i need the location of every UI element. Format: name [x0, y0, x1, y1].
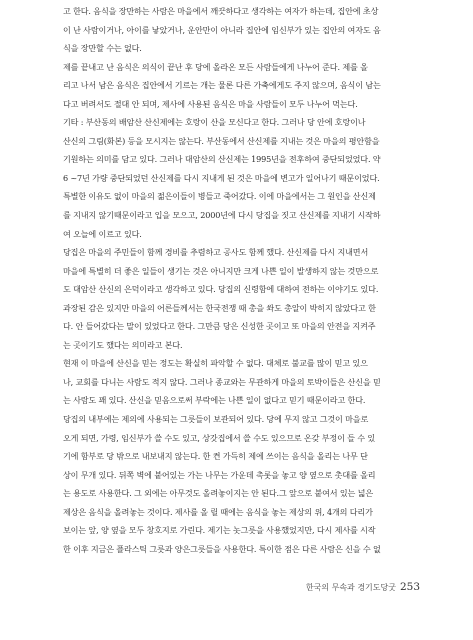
body-line: 특별한 이유도 없이 마을의 젊은이들이 병들고 죽어갔다. 이에 마을에서는 그 원인을 산신제 — [63, 191, 376, 202]
body-line: 과장된 감은 있지만 마을의 어른들께서는 한국전쟁 때 총을 쏴도 총알이 박히지 않았다고 한 — [63, 302, 376, 313]
body-line: 마을에 특별히 더 좋은 일들이 생기는 것은 아니지만 크게 나쁜 일이 발생하지 않는 것만으로 — [63, 265, 379, 276]
body-line: 제를 끝내고 난 음식은 의식이 끝난 후 당에 올라온 모든 사람들에게 나누어 준다. 제를 올 — [63, 61, 368, 72]
body-line: 당집의 내부에는 제의에 사용되는 그릇들이 보관되어 있다. 당에 무지 않고 그것이 마을로 — [63, 414, 369, 425]
body-line: 이 난 사람이거나, 아이를 낳았거나, 운안만이 아니라 집안에 임신부가 있는 집안의 여자도 음 — [63, 24, 381, 35]
running-title: 한국의 무속과 경기도당굿 — [305, 583, 396, 592]
body-line: 나, 교회를 다니는 사람도 적지 않다. 그러나 종교와는 무관하게 마을의 토박이들은 산신을 믿 — [63, 376, 381, 387]
body-line: 기타 : 부산동의 배암산 산신제에는 호랑이 산을 모신다고 한다. 그러나 당 안에 호랑이나 — [63, 117, 366, 128]
body-line: 는 곳이기도 했다는 의미라고 본다. — [63, 339, 183, 350]
body-line: 당집은 마을의 주민들이 함께 경비를 추렴하고 공사도 함께 했다. 산신제를 다시 지내면서 — [63, 247, 369, 258]
body-line: 6 ~7년 가량 중단되었던 산신제를 다시 지내게 된 것은 마을에 변고가 일어나기 때문이었다. — [63, 172, 380, 183]
body-line: 식을 장만할 수는 없다. — [63, 43, 142, 54]
body-line: 도 대암산 산신의 은덕이라고 생각하고 있다. 당집의 신령함에 대하여 전하는 이야기도 있다. — [63, 284, 379, 295]
body-line: 기원하는 의미를 담고 있다. 그러나 대암산의 산신제는 1995년을 전후하여 중단되었었다. 약 — [63, 154, 381, 165]
body-line: 한 이후 지금은 플라스틱 그릇과 양은그릇들을 사용한다. 특이한 점은 다른 사람은 신을 수 없 — [63, 543, 381, 554]
body-line: 를 지내지 않기때문이라고 입을 모으고, 2000년에 다시 당집을 짓고 산신제를 지내기 시작하 — [63, 210, 381, 221]
body-line: 는 용도로 사용한다. 그 외에는 아무것도 올려놓이지는 안 된다.그 앞으로 붙여서 있는 넓은 — [63, 488, 373, 499]
body-line: 리고 나서 남은 음식은 집안에서 기르는 개는 물론 다른 가축에게도 주지 않으며, 음식이 남는 — [63, 80, 381, 91]
body-line: 기에 함부로 당 밖으로 내보내지 않는다. 한 켠 가득히 제에 쓰이는 음식을 올리는 나무 단 — [63, 451, 368, 462]
page-footer — [300, 581, 420, 597]
body-line: 제상은 음식을 올려놓는 것이다. 제사를 올 릴 때에는 음식을 놓는 제상의 위, 4개의 다리가 — [63, 506, 373, 517]
body-line: 여 오늘에 이르고 있다. — [63, 228, 142, 239]
body-line: 는 사람도 꽤 있다. 산신을 믿음으로써 부락에는 나쁜 일이 없다고 믿기 때문이라고 한다. — [63, 395, 366, 406]
body-line: 오게 되면, 가령, 임신부가 쓸 수도 있고, 상갓집에서 쓸 수도 있으므로 온갖 부정이 들 수 있 — [63, 432, 376, 443]
body-line: 현재 이 마을에 산신을 믿는 정도는 확실히 파악할 수 없다. 대체로 불교를 많이 믿고 있으 — [63, 358, 368, 369]
body-line: 고 한다. 음식을 장만하는 사람은 마을에서 깨끗하다고 생각하는 여자가 하는데, 집안에 초상 — [63, 6, 379, 16]
body-text — [63, 2, 418, 558]
body-line: 다. 안 들어갔다는 말이 있었다고 한다. 그만큼 당은 신성한 곳이고 또 마을의 안전을 지켜주 — [63, 321, 376, 332]
body-line: 상이 무개 있다. 뒤쪽 벽에 붙어있는 가는 나무는 가운데 촉롯을 놓고 양 옆으로 촛대를 올리 — [63, 469, 376, 480]
body-line: 보이는 앞, 양 옆을 모두 창호지로 가린다. 제기는 놋그릇을 사용했었지만, 다시 제사를 시작 — [63, 525, 376, 536]
body-line: 산신의 그림(화본) 등을 모시지는 않는다. 부산동에서 산신제를 지내는 것은 마을의 평안함을 — [63, 135, 380, 146]
page-number: 253 — [399, 581, 420, 593]
body-line: 다고 버려서도 절대 안 되며, 제사에 사용된 음식은 마을 사람들이 모두 나누어 먹는다. — [63, 98, 358, 109]
